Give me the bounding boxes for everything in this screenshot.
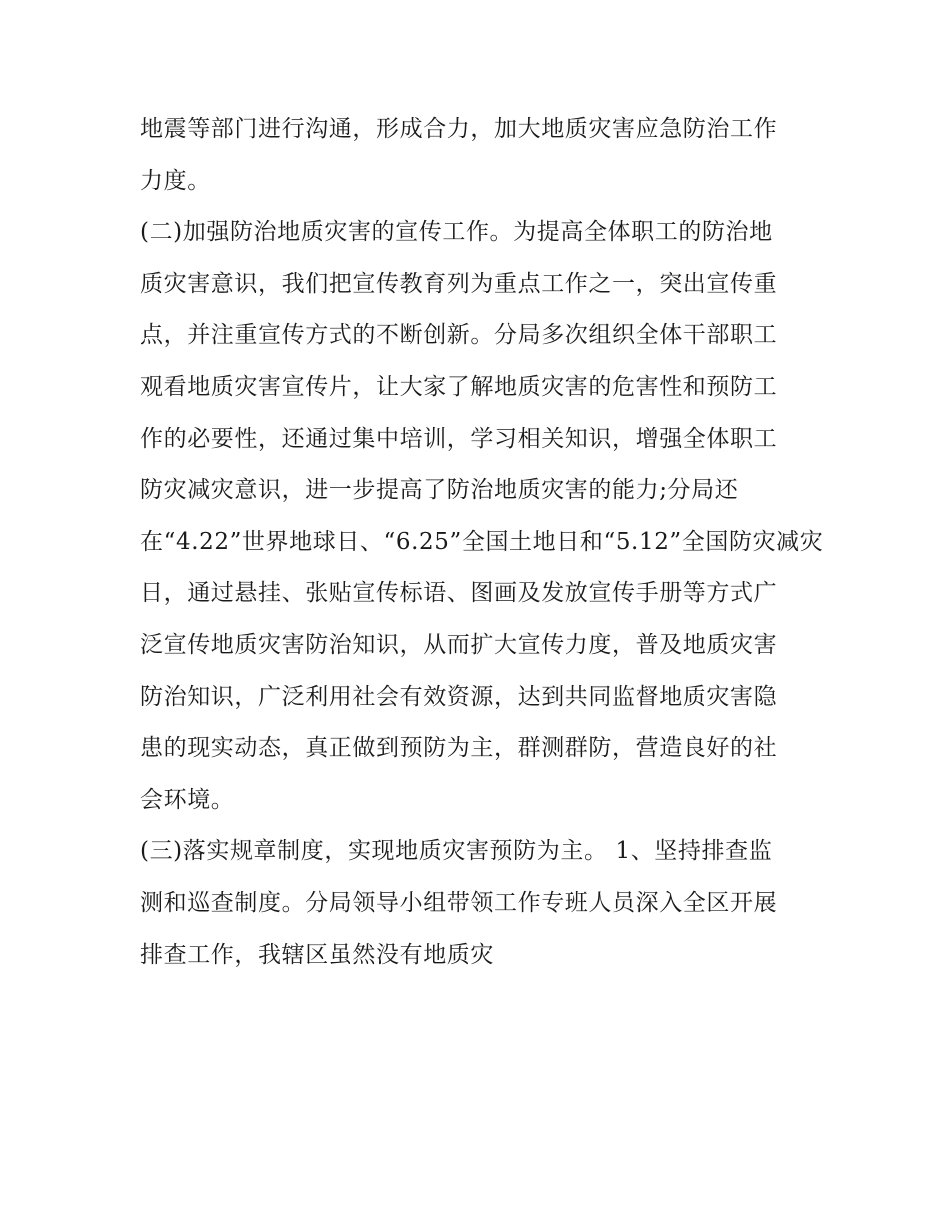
text-line: 防灾减灾意识，进一步提高了防治地质灾害的能力;分局还 [140, 477, 739, 504]
text-line: 力度。 [140, 167, 211, 194]
text-line: (二)加强防治地质灾害的宣传工作。为提高全体职工的防治地 [140, 219, 773, 246]
text-line: 在“4.22”世界地球日、“6.25”全国土地日和“5.12”全国防灾减灾 [140, 528, 824, 555]
text-line: 测和巡查制度。分局领导小组带领工作专班人员深入全区开展 [140, 889, 778, 916]
text-line: 观看地质灾害宣传片，让大家了解地质灾害的危害性和预防工 [140, 373, 778, 400]
text-line: 会环境。 [140, 786, 235, 813]
text-line: 地震等部门进行沟通，形成合力，加大地质灾害应急防治工作 [140, 116, 778, 142]
text-line: 日，通过悬挂、张贴宣传标语、图画及发放宣传手册等方式广 [140, 580, 778, 607]
text-line: (三)落实规章制度，实现地质灾害预防为主。 1、坚持排查监 [140, 838, 773, 865]
text-line: 防治知识，广泛利用社会有效资源，达到共同监督地质灾害隐 [140, 683, 778, 710]
text-line: 泛宣传地质灾害防治知识，从而扩大宣传力度，普及地质灾害 [140, 631, 778, 658]
text-line: 作的必要性，还通过集中培训，学习相关知识，增强全体职工 [140, 425, 778, 452]
text-line: 质灾害意识，我们把宣传教育列为重点工作之一，突出宣传重 [140, 270, 778, 297]
body-text [140, 106, 824, 983]
text-line: 排查工作，我辖区虽然没有地质灾 [140, 941, 494, 968]
text-line: 点，并注重宣传方式的不断创新。分局多次组织全体干部职工 [140, 322, 778, 349]
text-line: 患的现实动态，真正做到预防为主，群测群防，营造良好的社 [140, 735, 778, 762]
